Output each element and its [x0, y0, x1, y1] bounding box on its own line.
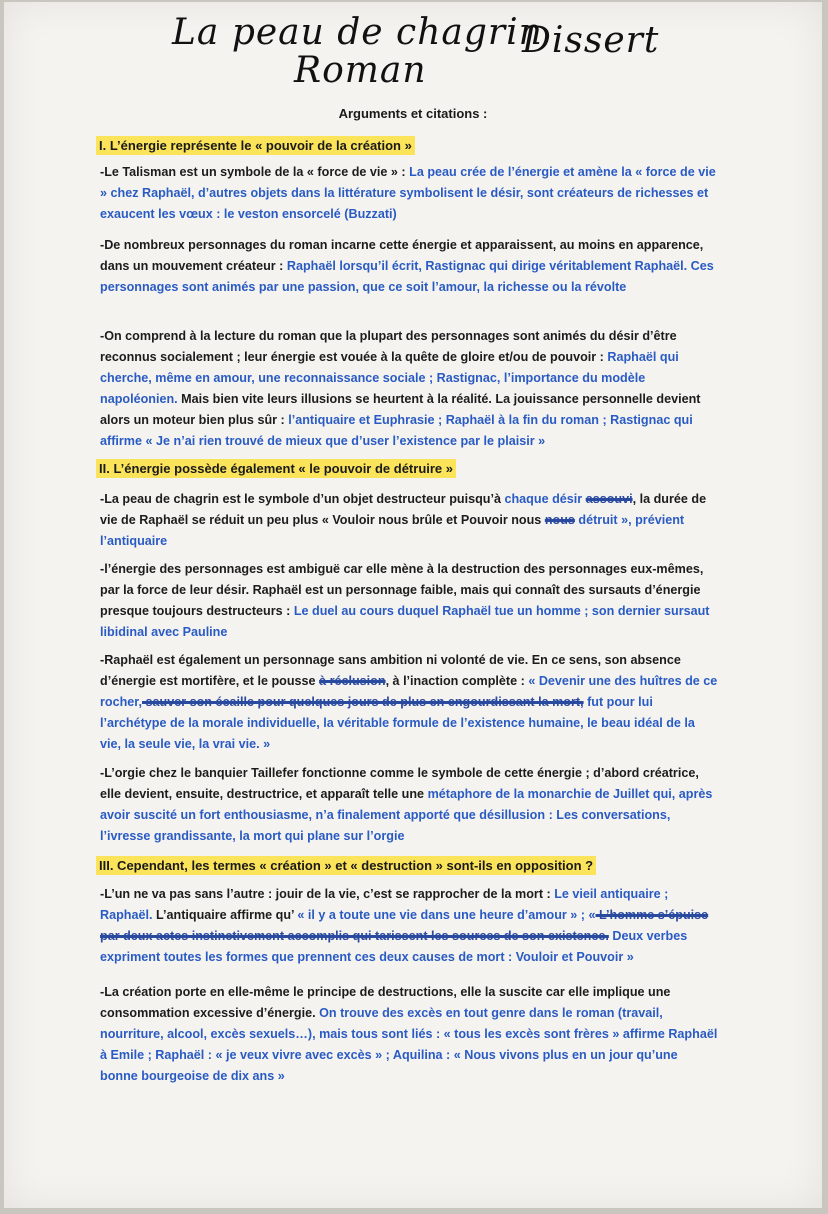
paragraph-talisman: -Le Talisman est un symbole de la « force de vie » : La peau crée de l’énergie et amène la « force de vie » chez Raphaël, d’autres objets dans la littérature symbolisent le désir, sont créateurs de richesses et exaucent les vœux : le veston ensorcelé (Buzzati): [100, 165, 716, 221]
paragraph-ambigue: -l’énergie des personnages est ambiguë car elle mène à la destruction des personnages eux-mêmes, par la force de leur désir. Raphaël est un personnage faible, mais qui connaît des sursauts d’énergie presque toujours destructeurs : Le duel au cours duquel Raphaël tue un homme ; son dernier sursaut libidinal avec Pauline: [100, 562, 710, 639]
paragraph-personnages: -De nombreux personnages du roman incarne cette énergie et apparaissent, au moins en apparence, dans un mouvement créateur : Raphaël lorsqu’il écrit, Rastignac qui dirige véritablement Raphaël. Ces personnages sont animés par une passion, que ce soit l’amour, la richesse ou la révolte: [100, 238, 714, 294]
paragraph-orgie: -L’orgie chez le banquier Taillefer fonctionne comme le symbole de cette énergie ; d’abord créatrice, elle devient, ensuite, destructrice, et apparaît telle une métaphore de la monarchie de Juillet qui, après avoir suscité un fort enthousiasme, n’a finalement apporté que désillusion : Les conversations, l’ivresse grandissante, la mort qui plane sur l’orgie: [100, 766, 713, 843]
handwritten-title: La peau de chagrin: [172, 12, 543, 53]
paragraph-jouir: -L’un ne va pas sans l’autre : jouir de la vie, c’est se rapprocher de la mort : Le vieil antiquaire ; Raphaël. L’antiquaire affirme qu’ « il y a toute une vie dans une heure d’amour » ; « L’homme s’épuise par deux actes instinctivement accomplis qui tarissent les sources de son existence. Deux verbes expriment toutes les formes que prennent ces deux causes de mort : Vouloir et Pouvoir »: [100, 887, 709, 964]
document-page: [4, 2, 822, 1208]
handwritten-type: Dissert: [522, 20, 660, 61]
section-heading-2: II. L’énergie possède également « le pouvoir de détruire »: [96, 461, 456, 476]
section-heading-3: III. Cependant, les termes « création » et « destruction » sont-ils en opposition ?: [96, 858, 596, 873]
handwritten-genre: Roman: [294, 50, 427, 91]
section-heading-1: I. L’énergie représente le « pouvoir de la création »: [96, 138, 415, 153]
paragraph-exces: -La création porte en elle-même le principe de destructions, elle la suscite car elle implique une consommation excessive d’énergie. On trouve des excès en tout genre dans le roman (travail, nourriture, alcool, excès sexuels…), mais tous sont liés : « tous les excès sont frères » affirme Raphaël à Emile ; Raphaël : « je veux vivre avec excès » ; Aquilina : « Nous vivons plus en un jour qu’une bonne bourgeoise de dix ans »: [100, 985, 718, 1083]
paragraph-destructeur: -La peau de chagrin est le symbole d’un objet destructeur puisqu’à chaque désir assouvi, la durée de vie de Raphaël se réduit un peu plus « Vouloir nous brûle et Pouvoir nous nous détruit », prévient l’antiquaire: [100, 492, 707, 548]
document-subtitle: Arguments et citations :: [338, 106, 488, 121]
paragraph-reconnaissance: -On comprend à la lecture du roman que la plupart des personnages sont animés du désir d’être reconnus socialement ; leur énergie est vouée à la quête de gloire et/ou de pouvoir : Raphaël qui cherche, même en amour, une reconnaissance sociale ; Rastignac, l’importance du modèle napoléonien. Mais bien vite leurs illusions se heurtent à la réalité. La jouissance personnelle devient alors un moteur bien plus sûr : l’antiquaire et Euphrasie ; Raphaël à la fin du roman ; Rastignac qui affirme « Je n’ai rien trouvé de mieux que d’user l’existence par le plaisir »: [100, 329, 701, 448]
paragraph-sans-ambition: -Raphaël est également un personnage sans ambition ni volonté de vie. En ce sens, son absence d’énergie est mortifère, et le pousse à réclusion, à l’inaction complète : « Devenir une des huîtres de ce rocher, sauver son écaille pour quelques jours de plus en engourdissant la mort, fut pour lui l’archétype de la morale individuelle, la véritable formule de l’existence humaine, le beau idéal de la vie, la seule vie, la vrai vie. »: [100, 653, 718, 751]
